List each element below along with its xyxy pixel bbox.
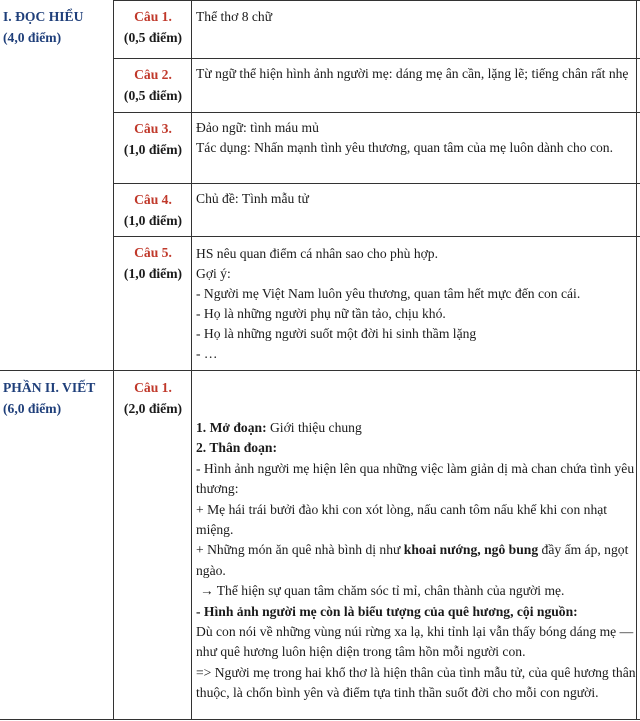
question-cell (116, 6, 190, 48)
column-divider (636, 0, 637, 720)
row-divider (113, 183, 640, 184)
answer-cell (196, 7, 636, 27)
section-writing (3, 377, 113, 419)
question-label: Câu 5. (134, 245, 172, 260)
section-reading (3, 6, 113, 48)
question-cell (116, 377, 190, 419)
section-divider (0, 370, 640, 371)
column-divider (191, 0, 192, 720)
answer-cell (196, 244, 636, 364)
answer-line: - Họ là những người suốt một đời hi sinh thầm lặng (196, 326, 477, 341)
answer-line: - Hình ảnh người mẹ hiện lên qua những việc làm giản dị mà chan chứa tình yêu thương: (196, 460, 635, 497)
answer-line: - Hình ảnh người mẹ còn là biểu tượng của quê hương, cội nguồn: (196, 603, 578, 619)
question-cell (116, 118, 190, 160)
question-label: Câu 1. (134, 380, 172, 395)
intro-heading: 1. Mở đoạn: (196, 420, 267, 435)
question-points: (0,5 điểm) (123, 88, 183, 103)
row-divider (113, 58, 640, 59)
answer-cell (196, 118, 636, 158)
answer-line: → Thể hiện sự quan tâm chăm sóc tỉ mỉ, chân thành của người mẹ. (200, 583, 565, 599)
table-bottom (0, 719, 640, 720)
question-label: Câu 4. (134, 192, 172, 207)
row-divider (113, 0, 640, 1)
text-run: + Những món ăn quê nhà bình dị như (196, 542, 404, 558)
question-points: (2,0 điểm) (123, 401, 183, 416)
column-divider (113, 0, 114, 720)
row-divider (113, 236, 640, 237)
section-title: I. ĐỌC HIỂU (3, 9, 84, 24)
answer-line: Thể thơ 8 chữ (196, 9, 273, 24)
answer-cell (196, 189, 636, 209)
question-label: Câu 3. (134, 121, 172, 136)
answer-line (196, 418, 636, 438)
section-score: (6,0 điểm) (3, 401, 62, 416)
answer-line: - … (196, 346, 218, 361)
question-points: (1,0 điểm) (123, 142, 183, 157)
row-divider (113, 112, 640, 113)
answer-line: => Người mẹ trong hai khổ thơ là hiện thân của tình mẫu tử, của quê hương thân thuộc, là chốn bình yên và điểm tựa tinh thần suốt đời cho mỗi con người. (196, 664, 636, 701)
question-label: Câu 2. (134, 67, 172, 82)
answer-line: - Họ là những người phụ nữ tần tảo, chịu khó. (196, 306, 446, 321)
answer-line: Từ ngữ thể hiện hình ảnh người mẹ: dáng mẹ ân cần, lặng lẽ; tiếng chân rất nhẹ (196, 66, 629, 81)
text-run: đầy ấm áp, ngọt ngào. (196, 542, 629, 578)
question-cell (116, 189, 190, 231)
question-label: Câu 1. (134, 9, 172, 24)
answer-cell (196, 64, 636, 84)
answer-line: Chủ đề: Tình mẫu tử (196, 191, 309, 206)
body-heading: 2. Thân đoạn: (196, 440, 277, 456)
answer-line: Đảo ngữ: tình máu mủ (196, 120, 319, 135)
question-cell (116, 242, 190, 284)
intro-text: Giới thiệu chung (266, 420, 362, 435)
question-points: (1,0 điểm) (123, 213, 183, 228)
answer-line: Gợi ý: (196, 266, 231, 281)
answer-line (196, 540, 636, 581)
text-run-bold: khoai nướng, ngô bung (403, 542, 539, 558)
question-cell (116, 64, 190, 106)
answer-line: Tác dụng: Nhấn mạnh tình yêu thương, quan tâm của mẹ luôn dành cho con. (196, 140, 613, 155)
section-score: (4,0 điểm) (3, 30, 62, 45)
answer-line: + Mẹ hái trái bưởi đào khi con xót lòng, nấu canh tôm nấu khế khi con nhạt miệng. (196, 501, 608, 538)
question-points: (1,0 điểm) (123, 266, 183, 281)
question-points: (0,5 điểm) (123, 30, 183, 45)
answer-line: - Người mẹ Việt Nam luôn yêu thương, quan tâm hết mực đến con cái. (196, 286, 581, 301)
answer-line: Dù con nói về những vùng núi rừng xa lạ, khi tỉnh lại vẫn thấy bóng dáng mẹ — như quê hương luôn hiện diện trong tâm hồn mỗi người con. (196, 624, 634, 660)
answer-line: HS nêu quan điểm cá nhân sao cho phù hợp. (196, 246, 439, 261)
section-title: PHẦN II. VIẾT (3, 380, 96, 395)
answer-cell (196, 418, 636, 704)
